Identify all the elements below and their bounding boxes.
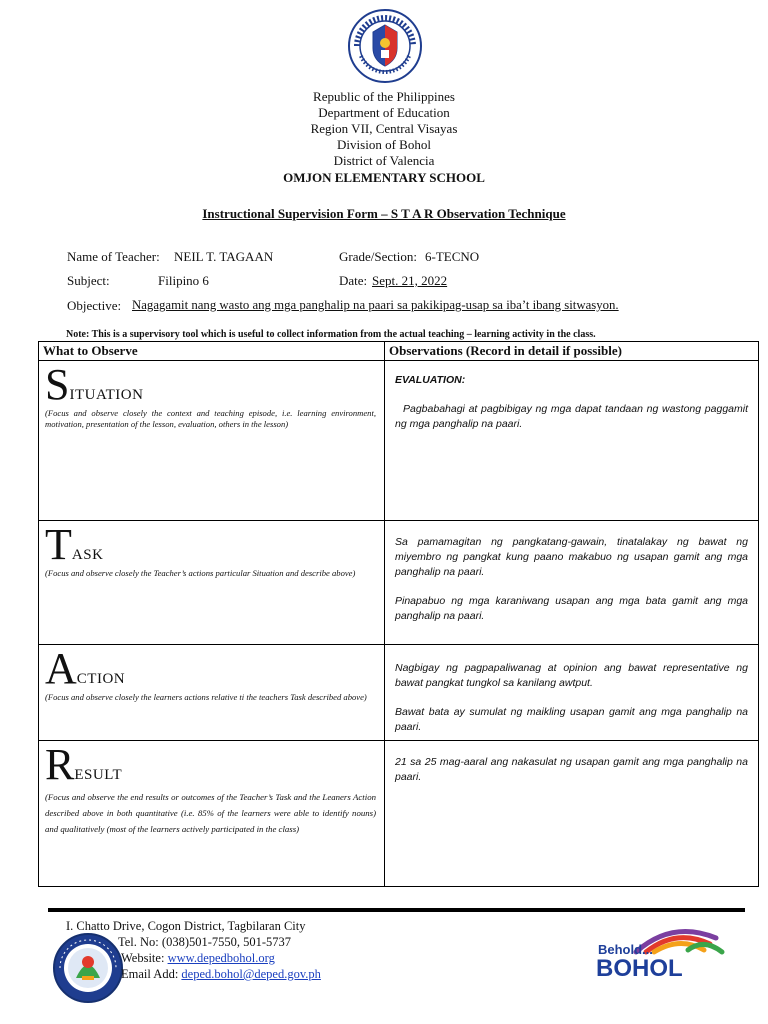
- situation-observation: Pagbabahagi at pagbibigay ng mga dapat tandaan ng wastong paggamit ng mga panghalip na paari.: [395, 403, 748, 430]
- footer-address: I. Chatto Drive, Cogon District, Tagbilaran City: [66, 919, 306, 933]
- action-heading: ACTION: [45, 644, 126, 693]
- subject-label: Subject:: [67, 273, 110, 288]
- situation-heading: SITUATION: [45, 360, 144, 409]
- table-row-result: [39, 741, 759, 887]
- situation-cell: [39, 361, 385, 521]
- email-link[interactable]: deped.bohol@deped.gov.ph: [181, 967, 321, 981]
- header-region: Region VII, Central Visayas: [310, 121, 458, 136]
- table-header-row: [39, 342, 759, 361]
- teacher-value: NEIL T. TAGAAN: [174, 249, 274, 264]
- task-cell: [39, 521, 385, 645]
- supervisory-note: Note: This is a supervisory tool which is useful to collect information from the actual teaching – learning activity in the class.: [66, 329, 596, 340]
- task-observation-2: Pinapabuo ng mga karaniwang usapan ang mga bata gamit ang mga panghalip na paari.: [395, 595, 748, 622]
- header-district: District of Valencia: [333, 153, 435, 168]
- grade-value: 6-TECNO: [425, 249, 480, 264]
- action-cell: [39, 645, 385, 741]
- action-observation-cell: [385, 645, 759, 741]
- header-country: Republic of the Philippines: [313, 89, 455, 104]
- grade-label: Grade/Section:: [339, 249, 417, 264]
- result-description: (Focus and observe the end results or outcomes of the Teacher’s Task and the Leaners Action described above in both quantitative (i.e. 85% of the learners were able to identify nouns) and qualitatively (most of the learners actively participated in the class): [45, 792, 376, 834]
- letterhead: [0, 89, 768, 186]
- website-link[interactable]: www.depedbohol.org: [167, 951, 275, 965]
- date-value: Sept. 21, 2022: [372, 273, 448, 288]
- logo-behold-text: Behold...: [598, 942, 653, 957]
- action-observation-1: Nagbigay ng pagpapaliwanag at opinion ang bawat representative ng bawat pangkat tungkol sa kanilang awtput.: [395, 662, 748, 689]
- footer-contact: [66, 918, 321, 982]
- objective-label: Objective:: [67, 298, 122, 313]
- footer-website-line: [66, 950, 321, 966]
- footer-divider: [48, 908, 745, 912]
- action-description: (Focus and observe closely the learners actions relative ti the teachers Task described above): [45, 692, 367, 702]
- table-row-situation: [39, 361, 759, 521]
- situation-observation-cell: [385, 361, 759, 521]
- website-label: Website:: [121, 951, 165, 965]
- result-cell: [39, 741, 385, 887]
- col-header-what-to-observe: What to Observe: [39, 342, 385, 361]
- situation-description: (Focus and observe closely the context and teaching episode, i.e. learning environment, motivation, presentation of the lesson, evaluation, others in the lesson): [45, 408, 376, 429]
- task-observation-cell: [385, 521, 759, 645]
- result-observation: 21 sa 25 mag-aaral ang nakasulat ng usapan gamit ang mga panghalip na paari.: [395, 756, 748, 783]
- form-title: Instructional Supervision Form – S T A R Observation Technique: [202, 206, 566, 221]
- col-header-observations: Observations (Record in detail if possible): [385, 342, 759, 361]
- footer-email-line: [66, 966, 321, 982]
- date-label: Date:: [339, 273, 368, 288]
- task-description: (Focus and observe closely the Teacher’s actions particular Situation and describe above): [45, 568, 356, 578]
- deped-seal-icon: [347, 8, 423, 84]
- result-observation-cell: [385, 741, 759, 887]
- star-observation-table: [38, 341, 759, 887]
- behold-bohol-logo: [592, 922, 742, 982]
- school-name: OMJON ELEMENTARY SCHOOL: [283, 170, 485, 185]
- evaluation-label: EVALUATION:: [395, 374, 466, 386]
- header-department: Department of Education: [318, 105, 450, 120]
- footer-tel: Tel. No: (038)501-7550, 501-5737: [118, 935, 292, 949]
- result-heading: RESULT: [45, 740, 123, 789]
- header-division: Division of Bohol: [337, 137, 431, 152]
- email-label: Email Add:: [121, 967, 179, 981]
- table-row-action: [39, 645, 759, 741]
- subject-value: Filipino 6: [158, 273, 209, 288]
- logo-bohol-text: BOHOL: [596, 955, 683, 982]
- action-observation-2: Bawat bata ay sumulat ng maikling usapan gamit ang mga panghalip na paari.: [395, 706, 748, 733]
- objective-value: Nagagamit nang wasto ang mga panghalip na paari sa pakikipag-usap sa iba’t ibang sitwasyon.: [132, 298, 619, 312]
- table-row-task: [39, 521, 759, 645]
- task-heading: TASK: [45, 520, 104, 569]
- teacher-label: Name of Teacher:: [67, 249, 160, 264]
- task-observation-1: Sa pamamagitan ng pangkatang-gawain, tinatalakay ng bawat ng miyembro ng pangkat kung paano makabuo ng usapan gamit ang mga panghalip na paari.: [395, 536, 748, 578]
